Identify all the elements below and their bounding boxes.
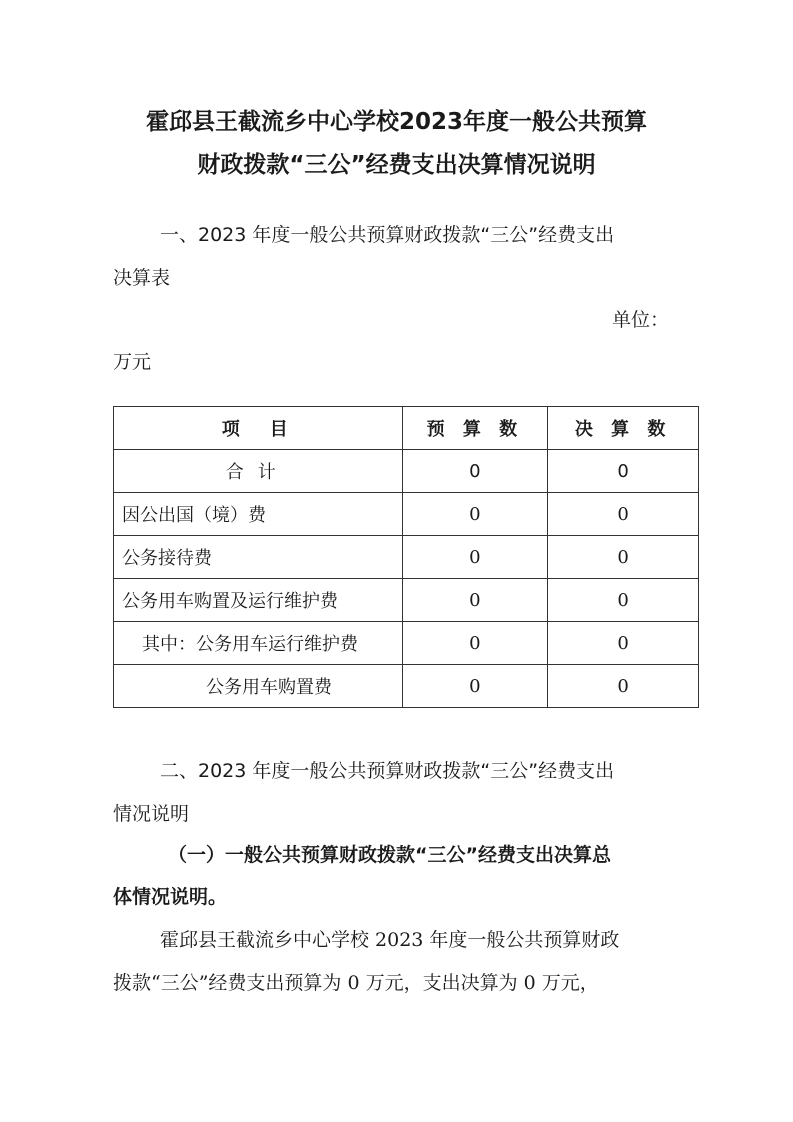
total-final: 0 <box>548 450 699 493</box>
table-row <box>114 579 699 622</box>
page-title-line-2: 财政拨款“三公”经费支出决算情况说明 <box>197 152 596 178</box>
table-header-row <box>114 407 699 450</box>
header-budget: 预 算 数 <box>402 407 548 450</box>
unit-value: 万元 <box>113 351 152 373</box>
subsection1-heading-line-1: （一）一般公共预算财政拨款“三公”经费支出决算总 <box>168 844 611 866</box>
header-item: 项 目 <box>114 407 403 450</box>
row-label: 公务用车购置及运行维护费 <box>114 579 403 622</box>
paragraph-line-1: 霍邱县王截流乡中心学校 2023 年度一般公共预算财政 <box>160 929 620 951</box>
row-final: 0 <box>548 493 699 536</box>
row-final: 0 <box>548 665 699 708</box>
row-label: 因公出国（境）费 <box>114 493 403 536</box>
row-budget: 0 <box>402 665 548 708</box>
row-budget: 0 <box>402 536 548 579</box>
section1-heading-line-2: 决算表 <box>113 267 171 289</box>
table-row <box>114 493 699 536</box>
row-final: 0 <box>548 579 699 622</box>
table-row <box>114 536 699 579</box>
subsection1-heading-line-2: 体情况说明。 <box>113 886 228 908</box>
header-final: 决 算 数 <box>548 407 699 450</box>
section1-heading-line-1: 一、2023 年度一般公共预算财政拨款“三公”经费支出 <box>160 224 615 246</box>
row-budget: 0 <box>402 493 548 536</box>
row-label: 公务接待费 <box>114 536 403 579</box>
page-title-line-1: 霍邱县王截流乡中心学校2023年度一般公共预算 <box>145 109 647 135</box>
total-label: 合计 <box>114 450 403 493</box>
row-label: 公务用车购置费 <box>114 665 403 708</box>
expense-table <box>113 406 699 708</box>
section2-heading-line-2: 情况说明 <box>113 803 190 825</box>
paragraph-line-2: 拨款“三公”经费支出预算为 0 万元，支出决算为 0 万元， <box>113 972 599 994</box>
section2-heading-line-1: 二、2023 年度一般公共预算财政拨款“三公”经费支出 <box>160 760 615 782</box>
row-label: 其中：公务用车运行维护费 <box>114 622 403 665</box>
row-final: 0 <box>548 622 699 665</box>
table-row <box>114 665 699 708</box>
table-total-row <box>114 450 699 493</box>
unit-label: 单位： <box>612 309 670 331</box>
table-row <box>114 622 699 665</box>
total-budget: 0 <box>402 450 548 493</box>
row-budget: 0 <box>402 579 548 622</box>
row-final: 0 <box>548 536 699 579</box>
row-budget: 0 <box>402 622 548 665</box>
